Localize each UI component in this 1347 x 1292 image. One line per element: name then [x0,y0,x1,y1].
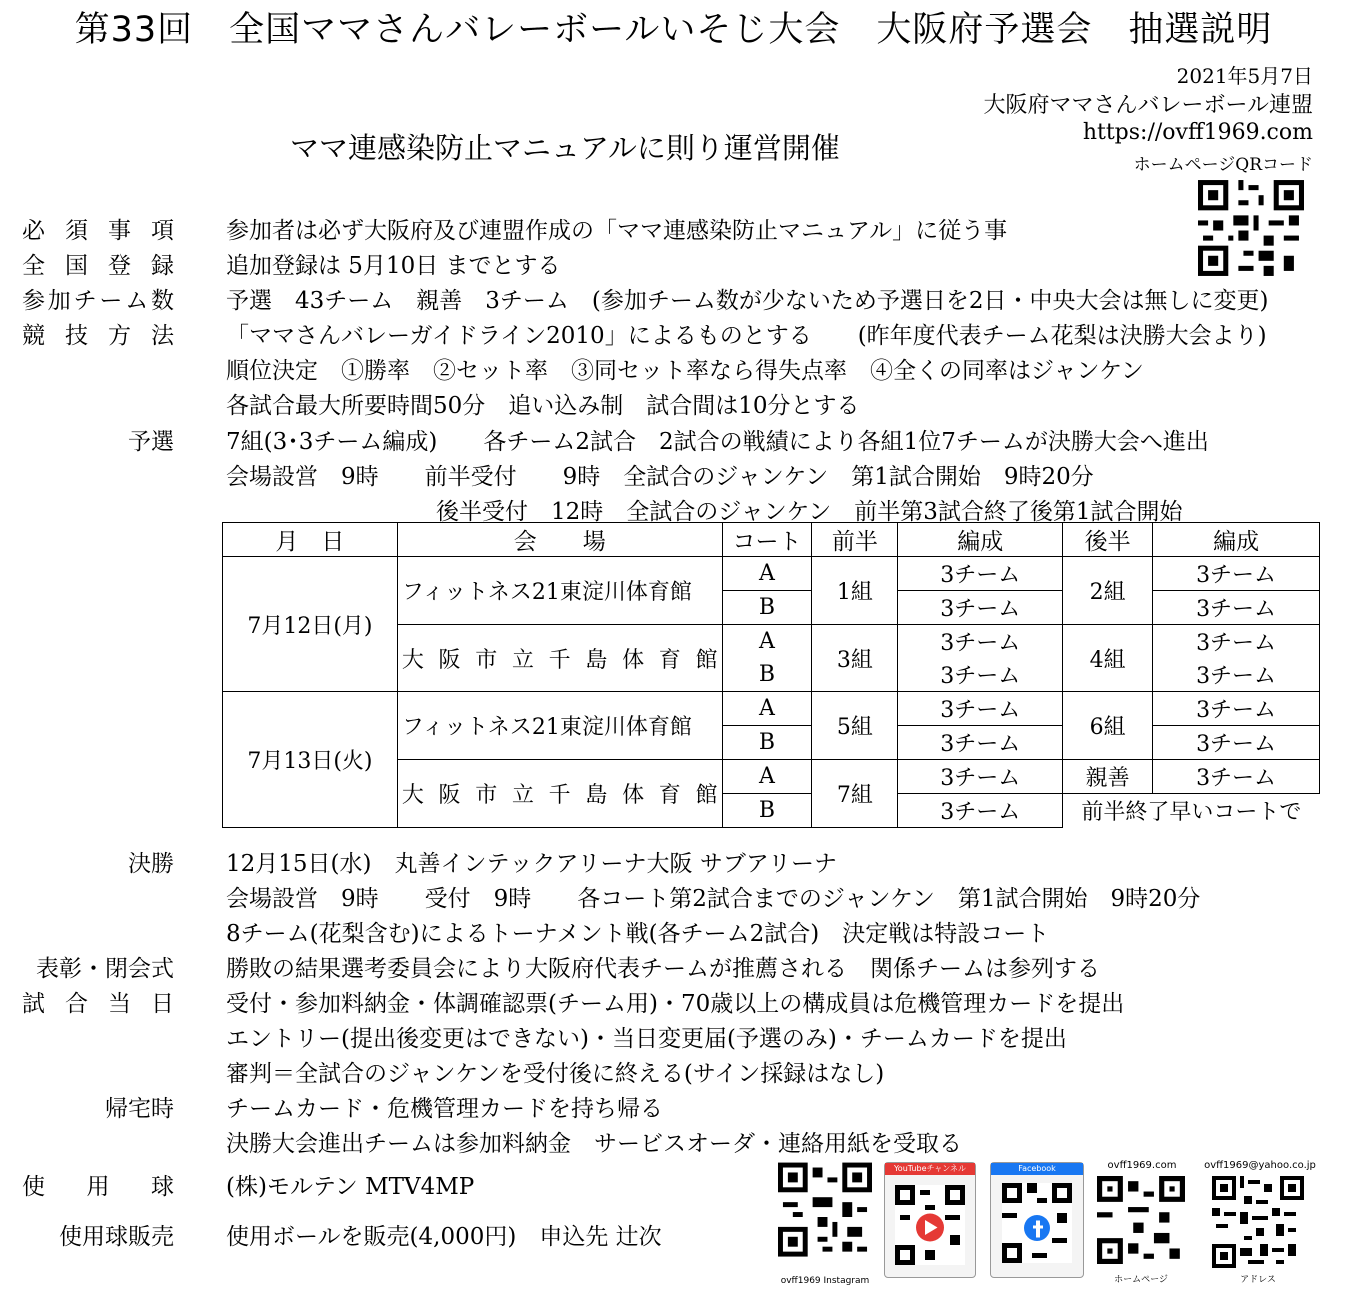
text-method-2: 順位決定 ①勝率 ②セット率 ③同セット率なら得失点率 ④全くの同率はジャンケン [226,358,1144,384]
instagram-caption: ovff1969 Instagram [780,1276,870,1286]
facebook-qr-card[interactable] [990,1162,1084,1278]
label-kessho: 決勝 [128,851,174,877]
homepage-qr-code-icon-bottom[interactable] [1097,1176,1185,1264]
text-kessho-1: 12月15日(水) 丸善インテックアリーナ大阪 サブアリーナ [226,851,837,877]
label-sale: 使用球販売 [59,1224,174,1250]
text-kessho-2: 会場設営 9時 受付 9時 各コート第2試合までのジャンケン 第1試合開始 9時20分 [226,886,1201,912]
subtitle: ママ連感染防止マニュアルに則り運営開催 [290,131,840,165]
first-teams: 3チーム [898,625,1063,659]
second-group: 6組 [1063,692,1153,760]
header-court: コート [722,523,812,557]
day-date: 7月12日(月) [223,557,398,692]
court: A [722,760,812,794]
second-group: 4組 [1063,625,1153,692]
venue-name: フィットネス21東淀川体育館 [397,557,722,625]
organization: 大阪府ママさんバレーボール連盟 [983,93,1313,118]
schedule-table [222,522,1320,828]
page-title: 第33回 全国ママさんバレーボールいそじ大会 大阪府予選会 抽選説明 [74,10,1273,50]
first-teams: 3チーム [898,794,1063,828]
text-shiai-1: 受付・参加料納金・体調確認票(チーム用)・70歳以上の構成員は危機管理カードを提出 [226,991,1125,1017]
first-teams: 3チーム [898,658,1063,692]
header-second-half: 後半 [1063,523,1153,557]
court: B [722,658,812,692]
header-venue: 会 場 [397,523,722,557]
header-second-teams: 編成 [1153,523,1320,557]
court: A [722,692,812,726]
label-method: 競技方法 [22,323,174,349]
qr-label: ホームページQRコード [1133,155,1313,175]
facebook-header: Facebook [991,1163,1083,1175]
venue-name: 大阪市立千島体育館 [397,625,722,692]
text-hyosho: 勝敗の結果選考委員会により大阪府代表チームが推薦される 関係チームは参列する [226,956,1100,982]
text-kitaku-2: 決勝大会進出チームは参加料納金 サービスオーダ・連絡用紙を受取る [226,1131,962,1157]
first-teams: 3チーム [898,726,1063,760]
label-hissu: 必須事項 [22,218,174,244]
header-first-teams: 編成 [898,523,1063,557]
text-sale: 使用ボールを販売(4,000円) 申込先 辻次 [226,1224,662,1250]
friendly-note: 前半終了早いコートで [1063,794,1320,828]
court: A [722,557,812,591]
label-kitaku: 帰宅時 [105,1096,174,1122]
day-date: 7月13日(火) [223,692,398,828]
text-yosen-3: 後半受付 12時 全試合のジャンケン 前半第3試合終了後第1試合開始 [436,499,1183,525]
court: B [722,591,812,625]
second-group: 親善 [1063,760,1153,794]
homepage-caption: ホームページ [1114,1275,1168,1285]
header-date: 月 日 [223,523,398,557]
text-hissu: 参加者は必ず大阪府及び連盟作成の「ママ連感染防止マニュアル」に従う事 [226,218,1008,244]
label-zenkoku: 全国登録 [22,253,174,279]
text-shiai-2: エントリー(提出後変更はできない)・当日変更届(予選のみ)・チームカードを提出 [226,1026,1067,1052]
court: A [722,625,812,659]
email-qr-code-icon[interactable] [1212,1176,1304,1268]
second-teams: 3チーム [1153,625,1320,659]
text-shiai-3: 審判＝全試合のジャンケンを受付後に終える(サイン採録はなし) [226,1061,885,1087]
second-group: 2組 [1063,557,1153,625]
youtube-qr-card[interactable] [884,1162,976,1278]
second-teams: 3チーム [1153,760,1320,794]
second-teams: 3チーム [1153,557,1320,591]
court: B [722,794,812,828]
text-yosen-1: 7組(3･3チーム編成) 各チーム2試合 2試合の戦績により各組1位7チームが決勝大会へ進出 [226,429,1209,455]
header-first-half: 前半 [812,523,898,557]
table-row [223,692,1320,726]
table-header-row [223,523,1320,557]
first-teams: 3チーム [898,692,1063,726]
label-shiai: 試合当日 [22,991,174,1017]
text-kessho-3: 8チーム(花梨含む)によるトーナメント戦(各チーム2試合) 決定戦は特設コート [226,921,1050,947]
first-teams: 3チーム [898,760,1063,794]
email-caption: アドレス [1240,1275,1276,1285]
text-kitaku-1: チームカード・危機管理カードを持ち帰る [226,1096,663,1122]
email-top-label: ovff1969@yahoo.co.jp [1204,1160,1316,1171]
table-row [223,557,1320,591]
issue-date: 2021年5月7日 [1176,64,1313,88]
second-teams: 3チーム [1153,726,1320,760]
first-group: 3組 [812,625,898,692]
label-yosen: 予選 [128,429,174,455]
first-teams: 3チーム [898,557,1063,591]
text-yosen-2: 会場設営 9時 前半受付 9時 全試合のジャンケン 第1試合開始 9時20分 [226,464,1094,490]
homepage-url[interactable]: https://ovff1969.com [1082,120,1313,145]
second-teams: 3チーム [1153,591,1320,625]
text-method-3: 各試合最大所要時間50分 追い込み制 試合間は10分とする [226,393,860,419]
first-group: 1組 [812,557,898,625]
venue-name: 大阪市立千島体育館 [397,760,722,828]
first-teams: 3チーム [898,591,1063,625]
text-zenkoku: 追加登録は 5月10日 までとする [226,253,561,279]
youtube-header: YouTubeチャンネル [885,1163,975,1175]
first-group: 5組 [812,692,898,760]
label-ball: 使用球 [22,1174,174,1200]
text-method-1: 「ママさんバレーガイドライン2010」によるものとする (昨年度代表チーム花梨は決勝大会より) [226,323,1267,349]
youtube-qr-code-icon [895,1185,965,1269]
label-teams: 参加チーム数 [22,288,174,314]
text-ball: (株)モルテン MTV4MP [226,1174,475,1200]
homepage-top-label: ovff1969.com [1107,1160,1177,1171]
second-teams: 3チーム [1153,692,1320,726]
venue-name: フィットネス21東淀川体育館 [397,692,722,760]
homepage-qr-code-icon[interactable] [1198,180,1304,276]
facebook-qr-code-icon [1001,1183,1073,1267]
second-teams: 3チーム [1153,658,1320,692]
first-group: 7組 [812,760,898,828]
label-hyosho: 表彰・閉会式 [36,956,174,982]
instagram-qr-code-icon[interactable] [778,1162,872,1272]
court: B [722,726,812,760]
text-teams: 予選 43チーム 親善 3チーム (参加チーム数が少ないため予選日を2日・中央大会は無しに変更) [226,288,1269,314]
